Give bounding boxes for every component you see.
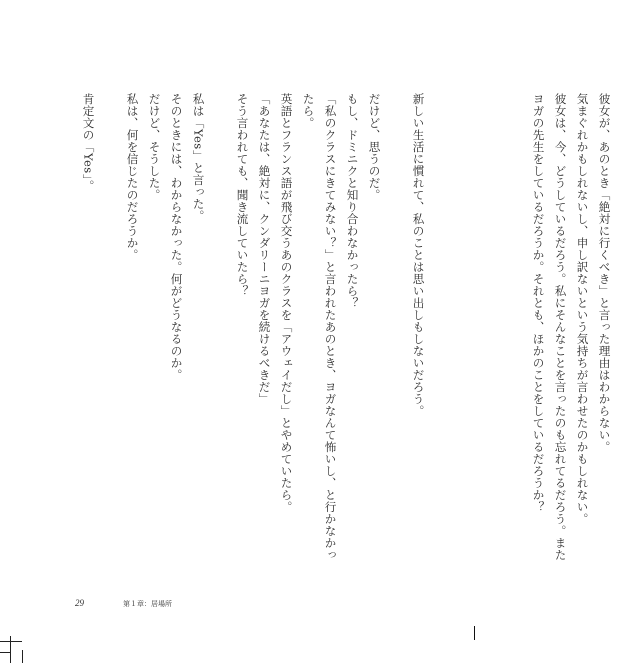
text-line: もし、ドミニクと知り合わなかったら？: [345, 93, 360, 309]
running-footer-chapter: 第１章：居場所: [123, 600, 172, 608]
text-line: だけど、思うのだ。: [367, 93, 382, 201]
page-number: 29: [75, 598, 84, 608]
crop-mark: [474, 626, 475, 640]
text-line: だけど、そうした。: [147, 93, 162, 201]
crop-mark: [10, 636, 11, 663]
text-line: 私は、何を信じたのだろうか。: [125, 93, 140, 261]
text-line: そのときには、わからなかった。何がどうなるのか。: [169, 93, 184, 381]
text-line: 「私のクラスにきてみない？」と言われたあのとき、ヨガなんて怖いし、と行かなかっ: [323, 93, 338, 561]
text-line: たら。: [301, 93, 316, 129]
text-line: 気まぐれかもしれないし、申し訳ないという気持ちが言わせたのかもしれない。: [575, 93, 590, 525]
crop-mark: [22, 650, 23, 663]
text-line: そう言われても、聞き流していたら？: [235, 93, 250, 297]
text-line: 「あなたは、絶対に、クンダリーニヨガを続けるべきだ」: [257, 93, 272, 405]
text-line: 彼女が、あのとき「絶対に行くべき」と言った理由はわからない。: [597, 93, 612, 453]
crop-mark: [0, 641, 22, 642]
text-line: 私は「Yes」と言った。: [191, 93, 206, 222]
text-line: 新しい生活に慣れて、私のことは思い出しもしないだろう。: [411, 93, 426, 417]
text-line: 英語とフランス語が飛び交うあのクラスを「アウェイだし」とやめていたら。: [279, 93, 294, 513]
text-line: 肯定文の「Yes」。: [81, 93, 96, 192]
text-line: 彼女は、今、どうしているだろう。私にそんなことを言ったのも忘れてるだろう。また: [553, 93, 568, 561]
text-line: ヨガの先生をしているだろうか。それとも、ほかのことをしているだろうか？: [531, 93, 546, 513]
crop-mark: [0, 652, 10, 653]
